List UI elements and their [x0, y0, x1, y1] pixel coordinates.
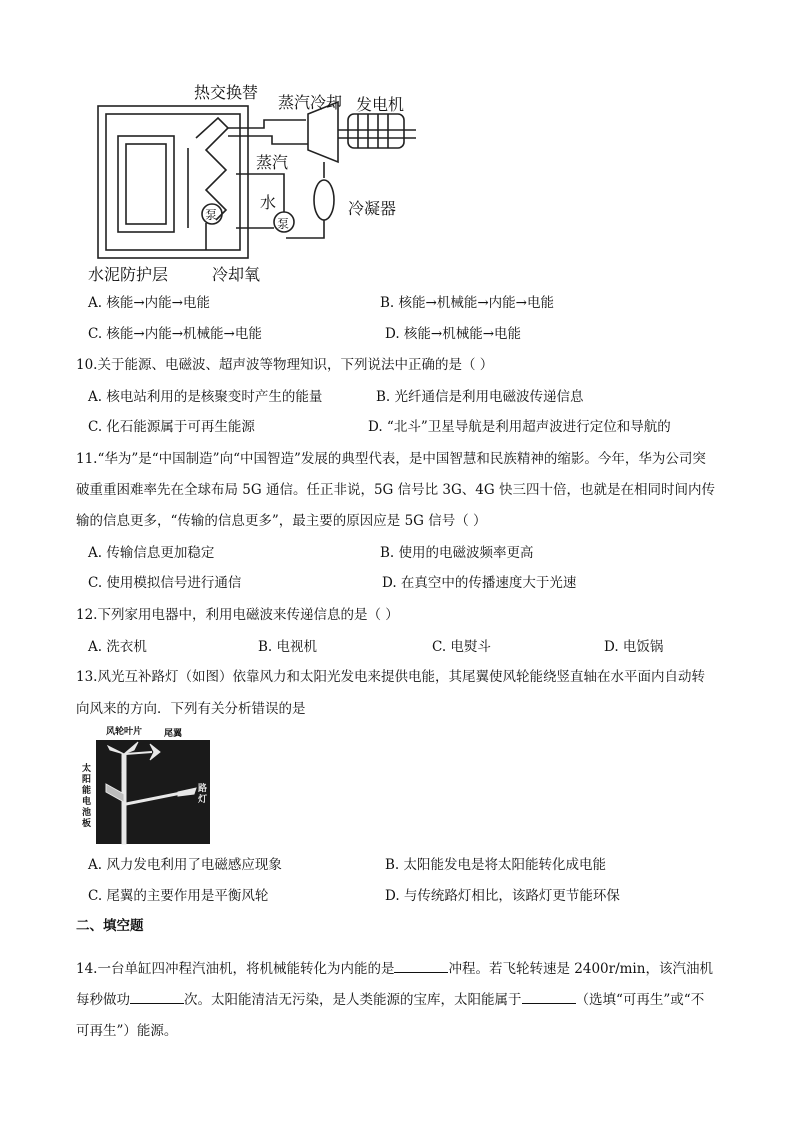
q13-stem-line-2: 向风来的方向．下列有关分析错误的是 — [76, 701, 306, 717]
label-heat-exchanger: 热交换替 — [194, 83, 259, 102]
q14-blank-2[interactable] — [130, 989, 184, 1004]
q12-option-a: A. 洗衣机 — [88, 639, 147, 655]
label-pump-1: 泵 — [205, 208, 218, 222]
q14-text-1b: 冲程。若飞轮转速是 2400r/min，该汽油机 — [448, 961, 713, 977]
q14-text-2b: 次。太阳能清洁无污染，是人类能源的宝库，太阳能属于 — [184, 992, 522, 1008]
q13-stem-line-1: 13.风光互补路灯（如图）依靠风力和太阳光发电来提供电能，其尾翼使风轮能绕竖直轴在水平面内自动转 — [76, 669, 705, 685]
label-tail: 尾翼 — [164, 729, 183, 739]
q14-text-1a: 14.一台单缸四冲程汽油机，将机械能转化为内能的是 — [76, 961, 395, 977]
q11-option-b: B. 使用的电磁波频率更高 — [380, 545, 534, 561]
q11-stem-line-1: 11.“华为”是“中国制造”向“中国智造”发展的典型代表，是中国智慧和民族精神的缩影。今年，华为公司突 — [76, 451, 706, 467]
q10-stem: 10.关于能源、电磁波、超声波等物理知识，下列说法中正确的是（ ） — [76, 357, 494, 373]
nuclear-plant-diagram — [86, 78, 426, 288]
q9-option-a: A. 核能→内能→电能 — [88, 295, 210, 311]
label-condenser: 冷凝器 — [348, 199, 397, 218]
q10-option-a: A. 核电站利用的是核聚变时产生的能量 — [88, 389, 323, 405]
q10-option-d: D. “北斗”卫星导航是利用超声波进行定位和导航的 — [368, 419, 671, 435]
label-blades: 风轮叶片 — [106, 727, 143, 737]
label-steam-cooling: 蒸汽冷却 — [278, 93, 343, 112]
q12-option-b: B. 电视机 — [258, 639, 318, 655]
wind-solar-lamp-photo — [78, 720, 214, 846]
q10-option-b: B. 光纤通信是利用电磁波传递信息 — [376, 389, 584, 405]
section-fill-in-blank-title: 二、填空题 — [76, 918, 144, 934]
q9-option-c: C. 核能→内能→机械能→电能 — [88, 326, 262, 342]
q14-line-3: 可再生”）能源。 — [76, 1023, 178, 1039]
q13-option-d: D. 与传统路灯相比，该路灯更节能环保 — [385, 888, 620, 904]
label-cement-layer: 水泥防护层 — [88, 265, 169, 284]
label-solar-panel: 太阳能电池板 — [82, 764, 92, 829]
q12-option-c: C. 电熨斗 — [432, 639, 491, 655]
q14-blank-3[interactable] — [522, 989, 576, 1004]
q10-option-c: C. 化石能源属于可再生能源 — [88, 419, 255, 435]
q13-option-c: C. 尾翼的主要作用是平衡风轮 — [88, 888, 269, 904]
q11-option-d: D. 在真空中的传播速度大于光速 — [382, 575, 577, 591]
q11-option-a: A. 传输信息更加稳定 — [88, 545, 215, 561]
q9-option-b: B. 核能→机械能→内能→电能 — [380, 295, 554, 311]
q12-stem: 12.下列家用电器中，利用电磁波来传递信息的是（ ） — [76, 607, 399, 623]
label-steam: 蒸汽 — [256, 153, 289, 172]
q14-text-2c: （选填“可再生”或“不 — [575, 992, 705, 1008]
q11-stem-line-3: 输的信息更多，“传输的信息更多”，最主要的原因应是 5G 信号（ ） — [76, 513, 487, 529]
label-cooling-oxygen: 冷却氧 — [212, 265, 261, 284]
q14-text-2a: 每秒做功 — [76, 992, 130, 1008]
q11-option-c: C. 使用模拟信号进行通信 — [88, 575, 242, 591]
q13-option-a: A. 风力发电利用了电磁感应现象 — [88, 857, 282, 873]
q9-option-d: D. 核能→机械能→电能 — [385, 326, 522, 342]
q12-option-d: D. 电饭锅 — [604, 639, 664, 655]
q14-line-1 — [76, 957, 713, 977]
q14-line-2 — [76, 988, 704, 1008]
q13-option-b: B. 太阳能发电是将太阳能转化成电能 — [385, 857, 607, 873]
label-generator: 发电机 — [356, 95, 405, 114]
label-street-lamp: 路灯 — [198, 784, 208, 805]
label-pump-2: 泵 — [277, 217, 290, 231]
q14-blank-1[interactable] — [394, 958, 448, 973]
label-water: 水 — [260, 193, 277, 212]
q11-stem-line-2: 破重重困难率先在全球布局 5G 通信。任正非说，5G 信号比 3G、4G 快三四十倍，也就是在相同时间内传 — [76, 482, 715, 498]
